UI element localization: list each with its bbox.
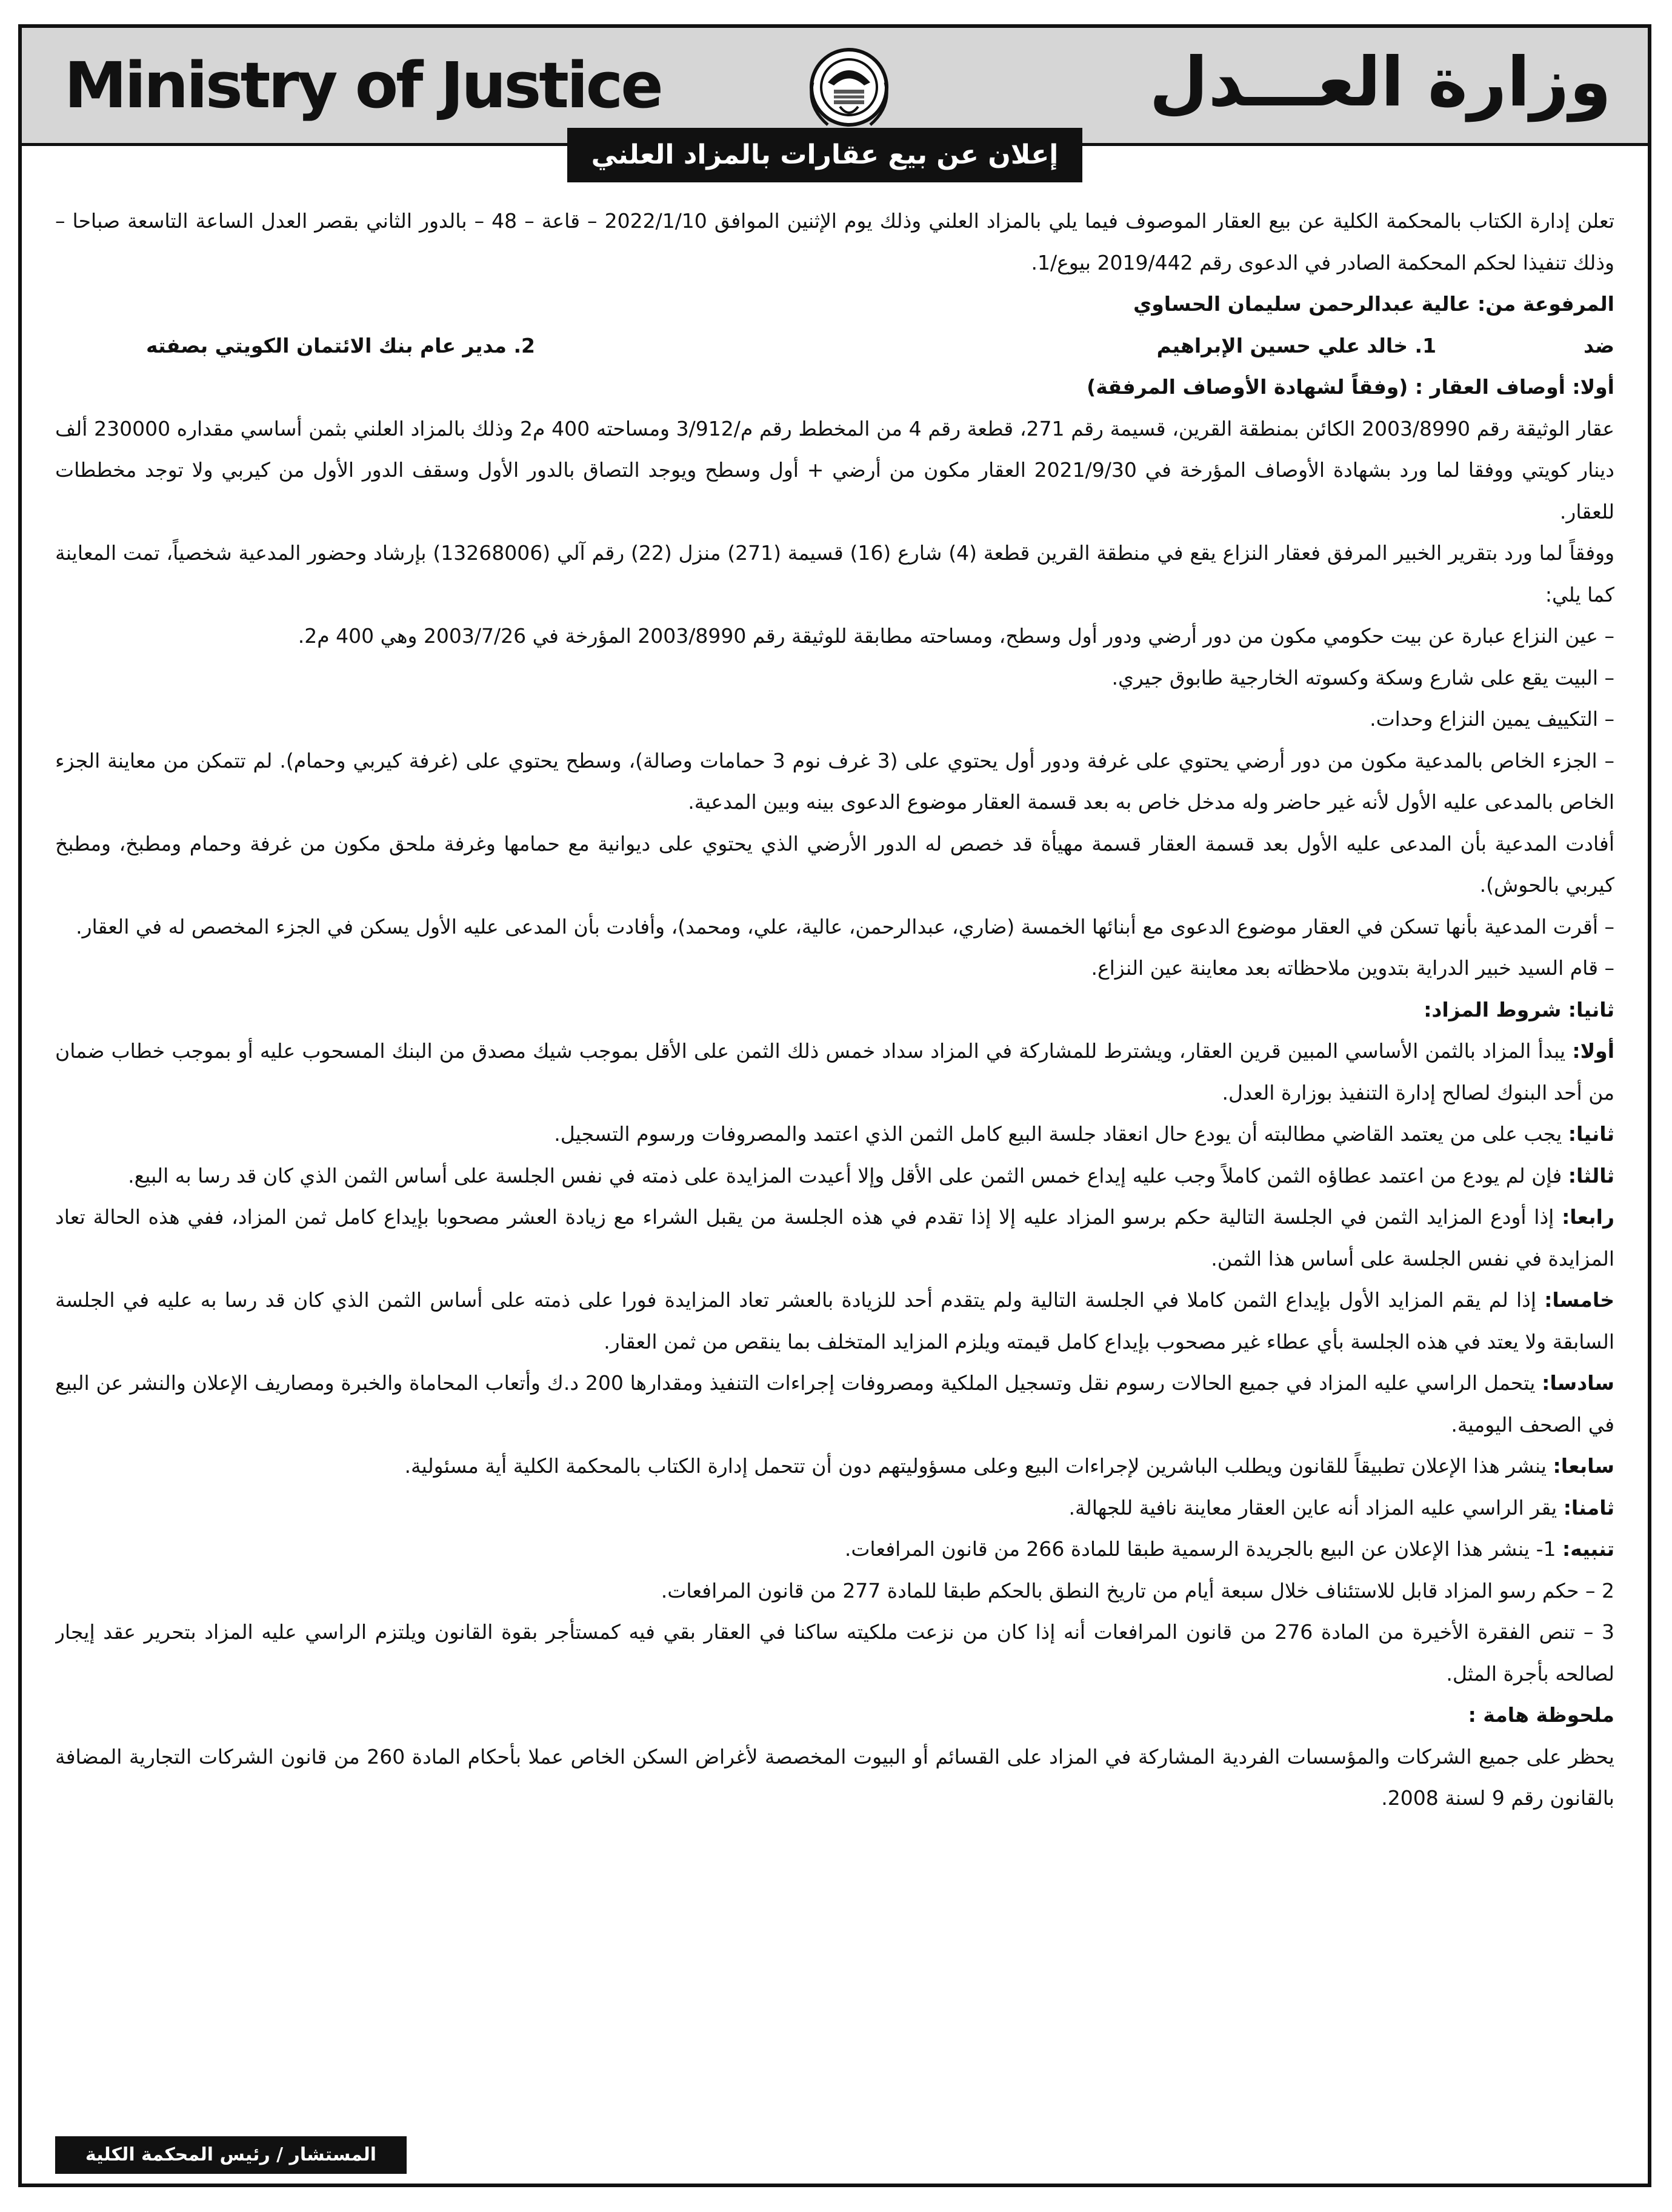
condition-4 (55, 1197, 1614, 1280)
section1-bullet-5: أفادت المدعية بأن المدعى عليه الأول بعد قسمة العقار قسمة مهيأة قد خصص له الدور الأرضي الذي يحتوي على ديوانية مع حمامها وغرفة ملحق مكون من غرفة وحمام ومطبخ، ومطبخ كيربي بالحوش). (55, 831, 1614, 897)
signature-badge: المستشار / رئيس المحكمة الكلية (55, 2136, 407, 2174)
condition-3-text: فإن لم يودع من اعتمد عطاؤه الثمن كاملاً وجب عليه إيداع خمس الثمن على الأقل وإلا أعيدت المزايدة على ذمته في نفس الجلسة على أساس الثمن الذي كان قد رسا به البيع. (128, 1163, 1568, 1187)
defendants-label-and-first (1157, 325, 1614, 367)
condition-4-text: إذا أودع المزايد الثمن في الجلسة التالية حكم برسو المزاد عليه إلا إذا تقدم في هذه الجلسة من يقبل الشراء مع زيادة العشر مصحوبا بإيداع كامل ثمن المزاد، ففي هذه الحالة تعاد المزايدة في نفس الجلسة على أساس هذا الثمن. (55, 1205, 1614, 1270)
condition-5-text: إذا لم يقم المزايد الأول بإيداع الثمن كاملا في الجلسة التالية ولم يتقدم أحد للزيادة بالعشر تعاد المزايدة فورا على ذمته على أساس الثمن الذي كان قد رسا به عليه في الجلسة السابقة ولا يعتد في هذه الجلسة بأي عطاء غير مصحوب بإيداع كامل قيمته ويلزم المزايد المتخلف بما ينقص من ثمن العقار. (55, 1288, 1614, 1353)
condition-7 (55, 1446, 1614, 1487)
defendant-1: 1. خالد علي حسين الإبراهيم (1156, 333, 1437, 357)
notice-1 (55, 1529, 1614, 1570)
condition-6-label: سادسا: (1542, 1371, 1614, 1395)
section1-title: أولا: أوصاف العقار : (وفقاً لشهادة الأوصاف المرفقة) (1087, 375, 1614, 399)
section2-title: ثانيا: شروط المزاد: (1424, 997, 1614, 1021)
defendant-label: ضد (1584, 333, 1614, 357)
defendant-2: 2. مدير عام بنك الائتمان الكويتي بصفته (146, 333, 535, 357)
notice-3: 3 – تنص الفقرة الأخيرة من المادة 276 من قانون المرافعات أنه إذا كان من نزعت ملكيته ساكنا في العقار بقي فيه كمستأجر بقوة القانون ويلتزم الراسي عليه المزاد بتحرير عقد إيجار لصالحه بأجرة المثل. (55, 1620, 1614, 1686)
arabic-title: وزارة العـــدل (1149, 43, 1611, 122)
condition-4-label: رابعا: (1562, 1205, 1614, 1229)
section1-paragraph-1: عقار الوثيقة رقم 2003/8990 الكائن بمنطقة القرين، قسيمة رقم 271، قطعة رقم 4 من المخطط رقم م/3/912 ومساحته 400 م2 وذلك بالمزاد العلني بثمن أساسي مقداره 230000 ألف دينار كويتي ووفقا لما ورد بشهادة الأوصاف المؤرخة في 2021/9/30 العقار مكون من أرضي + أول وسطح ويوجد التصاق بالدور الأول وسقف الدور الأول من كيربي ولا توجد مخططات للعقار. (55, 416, 1614, 523)
condition-2-text: يجب على من يعتمد القاضي مطالبته أن يودع حال انعقاد جلسة البيع كامل الثمن الذي اعتمد والمصروفات ورسوم التسجيل. (554, 1122, 1568, 1146)
important-note-title: ملحوظة هامة : (1468, 1703, 1614, 1727)
condition-1-text: يبدأ المزاد بالثمن الأساسي المبين قرين العقار، ويشترط للمشاركة في المزاد سداد خمس ذلك الثمن على الأقل بموجب شيك مصدق من البنك المسحوب عليه أو بموجب خطاب ضمان من أحد البنوك لصالح إدارة التنفيذ بوزارة العدل. (55, 1039, 1614, 1104)
section1-bullet-3: – التكييف يمين النزاع وحدات. (1370, 707, 1614, 731)
section1-paragraph-2: ووفقاً لما ورد بتقرير الخبير المرفق فعقار النزاع يقع في منطقة القرين قطعة (4) شارع (16) قسيمة (271) منزل (22) رقم آلي (13268006) بإرشاد وحضور المدعية شخصياً، تمت المعاينة كما يلي: (55, 541, 1614, 606)
notice-1-text: 1- ينشر هذا الإعلان عن البيع بالجريدة الرسمية طبقا للمادة 266 من قانون المرافعات. (844, 1537, 1562, 1561)
condition-2 (55, 1114, 1614, 1155)
condition-5 (55, 1280, 1614, 1363)
condition-8-label: ثامنا: (1563, 1495, 1614, 1520)
notice-2: 2 – حكم رسو المزاد قابل للاستئناف خلال سبعة أيام من تاريخ النطق بالحكم طبقا للمادة 277 من قانون المرافعات. (661, 1578, 1614, 1603)
notice-label: تنبيه: (1562, 1537, 1614, 1561)
condition-5-label: خامسا: (1544, 1288, 1614, 1312)
announcement-frame (18, 24, 1651, 2187)
condition-8 (55, 1487, 1614, 1529)
condition-7-text: ينشر هذا الإعلان تطبيقاً للقانون ويطلب الباشرين لإجراءات البيع وعلى مسؤوليتهم دون أن تتحمل إدارة الكتاب بالمحكمة الكلية أية مسئولية. (404, 1454, 1553, 1478)
section1-bullet-7: – قام السيد خبير الدراية بتدوين ملاحظاته بعد معاينة عين النزاع. (1091, 956, 1614, 980)
defendants-row (55, 325, 1614, 367)
announcement-banner: إعلان عن بيع عقارات بالمزاد العلني (567, 128, 1082, 182)
kuwait-emblem-icon (804, 40, 894, 137)
intro-paragraph: تعلن إدارة الكتاب بالمحكمة الكلية عن بيع العقار الموصوف فيما يلي بالمزاد العلني وذلك يوم الإثنين الموافق 2022/1/10 – قاعة – 48 – بالدور الثاني بقصر العدل الساعة التاسعة صباحا – وذلك تنفيذا لحكم المحكمة الصادر في الدعوى رقم 2019/442 بيوع/1. (55, 209, 1614, 274)
condition-6-text: يتحمل الراسي عليه المزاد في جميع الحالات رسوم نقل وتسجيل الملكية ومصروفات إجراءات التنفيذ ومقدارها 200 د.ك وأتعاب المحاماة والخبرة ومصاريف الإعلان والنشر عن البيع في الصحف اليومية. (55, 1371, 1614, 1436)
condition-6 (55, 1363, 1614, 1446)
section1-bullet-4: – الجزء الخاص بالمدعية مكون من دور أرضي يحتوي على غرفة ودور أول يحتوي على (3 غرف نوم 3 حمامات وصالة)، وسطح يحتوي على (غرفة كيربي وحمام). لم تتمكن من معاينة الجزء الخاص بالمدعى عليه الأول لأنه غير حاضر وله مدخل خاص به بعد قسمة العقار موضوع الدعوى بينه وبين المدعية. (55, 748, 1614, 814)
condition-1-label: أولا: (1572, 1039, 1614, 1063)
condition-1 (55, 1031, 1614, 1114)
plaintiff-line: المرفوعة من: عالية عبدالرحمن سليمان الحساوي (1133, 292, 1614, 316)
important-note-text: يحظر على جميع الشركات والمؤسسات الفردية المشاركة في المزاد على القسائم أو البيوت المخصصة لأغراض السكن الخاص عملا بأحكام المادة 260 من قانون الشركات التجارية المضافة بالقانون رقم 9 لسنة 2008. (55, 1744, 1614, 1810)
condition-2-label: ثانيا: (1568, 1122, 1614, 1146)
condition-8-text: يقر الراسي عليه المزاد أنه عاين العقار معاينة نافية للجهالة. (1068, 1495, 1564, 1520)
english-title: Ministry of Justice (64, 48, 661, 122)
condition-3-label: ثالثا: (1568, 1163, 1614, 1187)
section1-bullet-2: – البيت يقع على شارع وسكة وكسوته الخارجية طابوق جيري. (1111, 665, 1614, 689)
section1-bullet-1: – عين النزاع عبارة عن بيت حكومي مكون من دور أرضي ودور أول وسطح، ومساحته مطابقة للوثيقة رقم 2003/8990 المؤرخة في 2003/7/26 وهي 400 م2. (298, 624, 1614, 648)
condition-7-label: سابعا: (1553, 1454, 1614, 1478)
condition-3 (55, 1155, 1614, 1197)
section1-bullet-6: – أقرت المدعية بأنها تسكن في العقار موضوع الدعوى مع أبنائها الخمسة (ضاري، عبدالرحمن، عالية، علي، ومحمد)، وأفادت بأن المدعى عليه الأول يسكن في الجزء المخصص له في العقار. (76, 914, 1614, 938)
announcement-body (55, 201, 1614, 2127)
